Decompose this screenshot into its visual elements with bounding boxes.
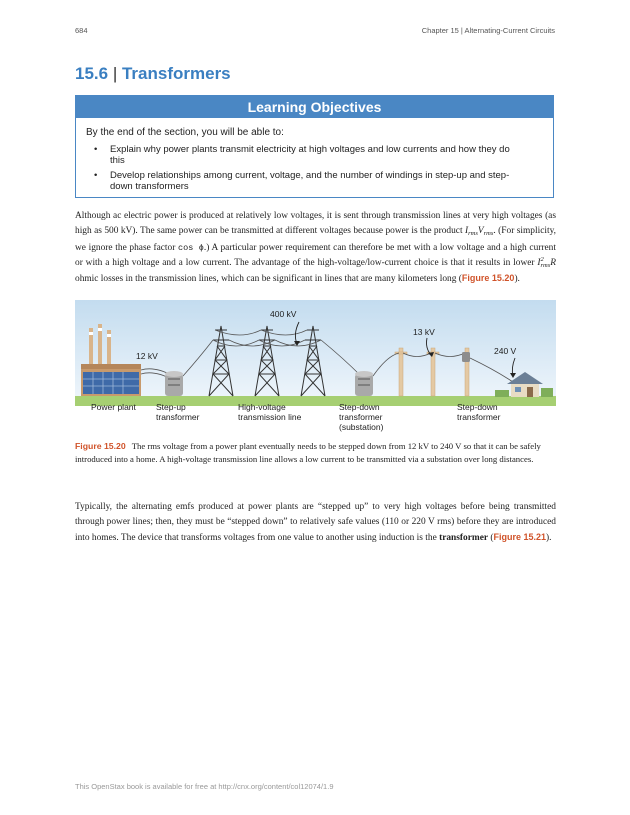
label-step-up-1: Step-up (156, 402, 186, 412)
text-run: ohmic losses in the transmission lines, which can be significant in lines that are many kilometers long ( (75, 274, 462, 284)
label-400kv: 400 kV (270, 309, 297, 319)
text-run: Although ac electric power is produced at relatively low voltages, it is sent through transmission lines at very high voltages (as high as 500 kV). The same power can be transmitted at different voltages because power is the product (75, 211, 556, 236)
learning-objective-item: • Explain why power plants transmit electricity at high voltages and low currents and how they do this (76, 144, 553, 166)
text-run: . (For simplicity, we ignore the phase factor (75, 226, 556, 253)
math-cos-phi: cos ϕ (178, 243, 204, 253)
page-footer: This OpenStax book is available for free at http://cnx.org/content/col12074/1.9 (75, 782, 334, 791)
power-transmission-figure (75, 300, 556, 438)
section-title (75, 64, 231, 84)
chapter-header: Chapter 15 | Alternating-Current Circuits (421, 26, 555, 35)
math-i-rms: $I_{rms}$ (465, 226, 478, 237)
text-run: ). (514, 274, 520, 284)
text-run: .) A particular power requirement can therefore be met with a low voltage and a high current or with a high voltage and a low current. The advantage of the high-voltage/low-current choice is that it results in lower (75, 243, 556, 268)
label-240v: 240 V (494, 346, 517, 356)
figure-caption-label: Figure 15.20 (75, 441, 126, 451)
label-hv-2: transmission line (238, 412, 302, 422)
term-transformer: transformer (439, 533, 489, 543)
page-number: 684 (75, 26, 88, 35)
learning-objectives-list (76, 144, 553, 192)
learning-objectives-title: Learning Objectives (76, 96, 553, 118)
section-number: 15.6 (75, 64, 109, 83)
paragraph-intro (75, 209, 556, 287)
label-hv-1: High-voltage (238, 402, 286, 412)
learning-objectives-intro: By the end of the section, you will be able to: (86, 127, 284, 138)
text-run: ( (488, 533, 494, 543)
math-v-rms: $V_{rms}$ (477, 226, 494, 237)
label-13kv: 13 kV (413, 327, 435, 337)
label-12kv: 12 kV (136, 351, 158, 361)
learning-objectives-box (75, 95, 554, 198)
text-run: ). (546, 533, 552, 543)
figure-link[interactable]: Figure 15.21 (493, 532, 547, 542)
figure-caption (75, 440, 556, 466)
step-up-transformer-icon (165, 371, 183, 396)
paragraph-transformer (75, 500, 556, 546)
pole-transformer-icon (462, 352, 470, 362)
label-power-plant: Power plant (91, 402, 136, 412)
label-step-up-2: transformer (156, 412, 200, 422)
figure-link[interactable]: Figure 15.20 (461, 273, 515, 283)
text-run: Typically, the alternating emfs produced at power plants are “stepped up” to very high voltages before being transmitted through power lines; then, they must be “stepped down” to relatively safe values (110 or 220 V rms) before they are introduced into homes. The device that transforms voltages from one value to another using induction is the (75, 502, 556, 543)
label-step-down-3: (substation) (339, 422, 384, 432)
math-i2r: I 2 rms R (537, 256, 556, 269)
section-title-text: Transformers (121, 64, 231, 83)
label-step-down2-1: Step-down (457, 402, 498, 412)
learning-objective-item: • Develop relationships among current, voltage, and the number of windings in step-up and step-down transformers (76, 170, 553, 192)
label-step-down-1: Step-down (339, 402, 380, 412)
label-step-down2-2: transformer (457, 412, 501, 422)
section-separator: | (112, 64, 118, 83)
step-down-substation-icon (355, 371, 373, 396)
figure-caption-text: The rms voltage from a power plant eventually needs to be stepped down from 12 kV to 240 V so that it can be safely introduced into a home. A high-voltage transmission line allows a low current to be transmitted via a substation over long distances. (75, 441, 541, 464)
label-step-down-2: transformer (339, 412, 383, 422)
